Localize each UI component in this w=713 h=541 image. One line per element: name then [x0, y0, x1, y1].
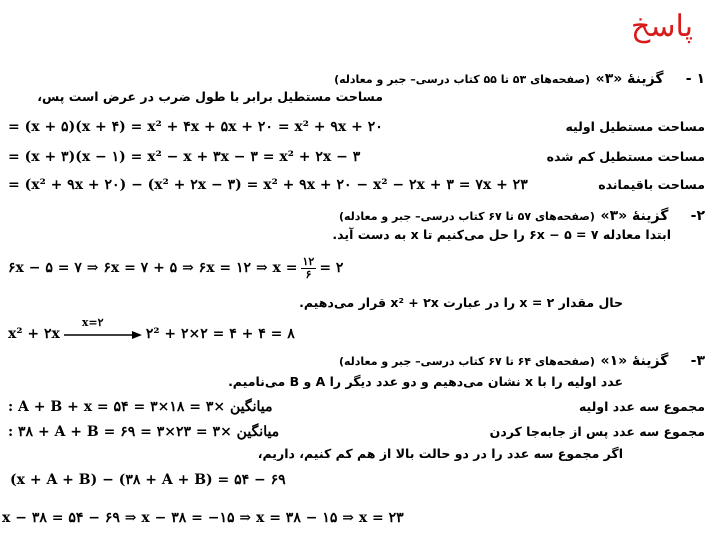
- q2-frac-den: ۶: [305, 267, 312, 281]
- q1-line2-label: مساحت مستطیل کم شده: [546, 148, 705, 164]
- q1-line3: [8, 178, 705, 192]
- q2-sub-text: حال مقدار x = ۲ را در عبارت x² + ۲x قرار می‌دهیم.: [299, 295, 623, 310]
- q1-line1: [8, 120, 705, 134]
- q2-choice: گزینهٔ «۳»: [600, 208, 669, 224]
- q2-arrow-label: x=۲: [81, 316, 104, 329]
- q2-solve-eq: ۶x − ۵ = ۷ ⇒ ۶x = ۷ + ۵ ⇒ ۶x = ۱۲ ⇒ x =: [8, 260, 298, 277]
- q3-final-eq: x − ۳۸ = ۵۴ − ۶۹ ⇒ x − ۳۸ = −۱۵ ⇒ x = ۳۸ − ۱۵ ⇒ x = ۲۳: [2, 510, 404, 526]
- q1-choice: گزینهٔ «۳»: [595, 71, 664, 87]
- q3-diff-eq: (x + A + B) − (۳۸ + A + B) = ۵۴ − ۶۹: [10, 472, 286, 488]
- q1-line2: [8, 150, 705, 164]
- q2-frac-num: ۱۲: [302, 255, 315, 268]
- q2-solve: [8, 256, 343, 280]
- q2-number: ۲-: [690, 208, 705, 224]
- q2-fraction: [301, 256, 317, 280]
- arrow-right-icon: [64, 316, 142, 341]
- q3-line1: [8, 400, 705, 414]
- q3-line2-label: مجموع سه عدد پس از جابه‌جا کردن: [489, 423, 705, 439]
- q1-line1-eq: = (x + ۵)(x + ۴) = x² + ۴x + ۵x + ۲۰ = x² + ۹x + ۲۰: [8, 119, 383, 135]
- q3-header: [339, 352, 705, 368]
- q2-expr: x² + ۲x: [8, 326, 60, 342]
- q1-reference: (صفحه‌های ۵۳ تا ۵۵ کتاب درسی– جبر و معادله): [334, 73, 591, 86]
- q3-line2: [8, 425, 705, 439]
- q2-result: ۲² + ۲×۲ = ۴ + ۴ = ۸: [145, 326, 295, 342]
- q1-line2-eq: = (x + ۳)(x − ۱) = x² − x + ۳x − ۳ = x² + ۲x − ۳: [8, 149, 361, 165]
- q3-choice: گزینهٔ «۱»: [600, 353, 669, 369]
- q3-intro: عدد اولیه را با x نشان می‌دهیم و دو عدد دیگر را A و B می‌نامیم.: [228, 374, 623, 389]
- q2-solve-result: = ۲: [319, 260, 344, 277]
- q3-line3: اگر مجموع سه عدد را در دو حالت بالا از هم کم کنیم، داریم،: [257, 446, 623, 461]
- q3-line1-label: مجموع سه عدد اولیه: [578, 398, 705, 414]
- q2-arrow: [64, 316, 142, 341]
- q1-intro: مساحت مستطیل برابر با طول ضرب در عرض است پس،: [37, 89, 383, 104]
- q2-reference: (صفحه‌های ۵۷ تا ۶۷ کتاب درسی– جبر و معادله): [338, 210, 595, 223]
- q1-line3-eq: = (x² + ۹x + ۲۰) − (x² + ۲x − ۳) = x² + ۹x + ۲۰ − x² − ۲x + ۳ = ۷x + ۲۳: [8, 177, 528, 193]
- q1-header: [334, 70, 705, 86]
- q1-number: ۱ -: [685, 71, 705, 87]
- q1-line1-label: مساحت مستطیل اولیه: [565, 118, 705, 134]
- q2-intro: ابتدا معادله ۷ = ۵ − ۶x را حل می‌کنیم تا x به دست آید.: [332, 227, 671, 242]
- q1-line3-label: مساحت باقیمانده: [598, 176, 705, 192]
- q3-line1-eq: : A + B + x = میانگین ×۳ = ۱۸×۳ = ۵۴: [8, 399, 273, 415]
- q3-line2-eq: : ۳۸ + A + B = میانگین ×۳ = ۲۳×۳ = ۶۹: [8, 424, 280, 440]
- q2-header: [339, 207, 705, 223]
- q3-number: ۳-: [690, 353, 705, 369]
- q2-substitution: [8, 316, 295, 342]
- page-title: پاسخ: [631, 9, 693, 44]
- q3-reference: (صفحه‌های ۶۴ تا ۶۷ کتاب درسی– جبر و معادله): [338, 355, 595, 368]
